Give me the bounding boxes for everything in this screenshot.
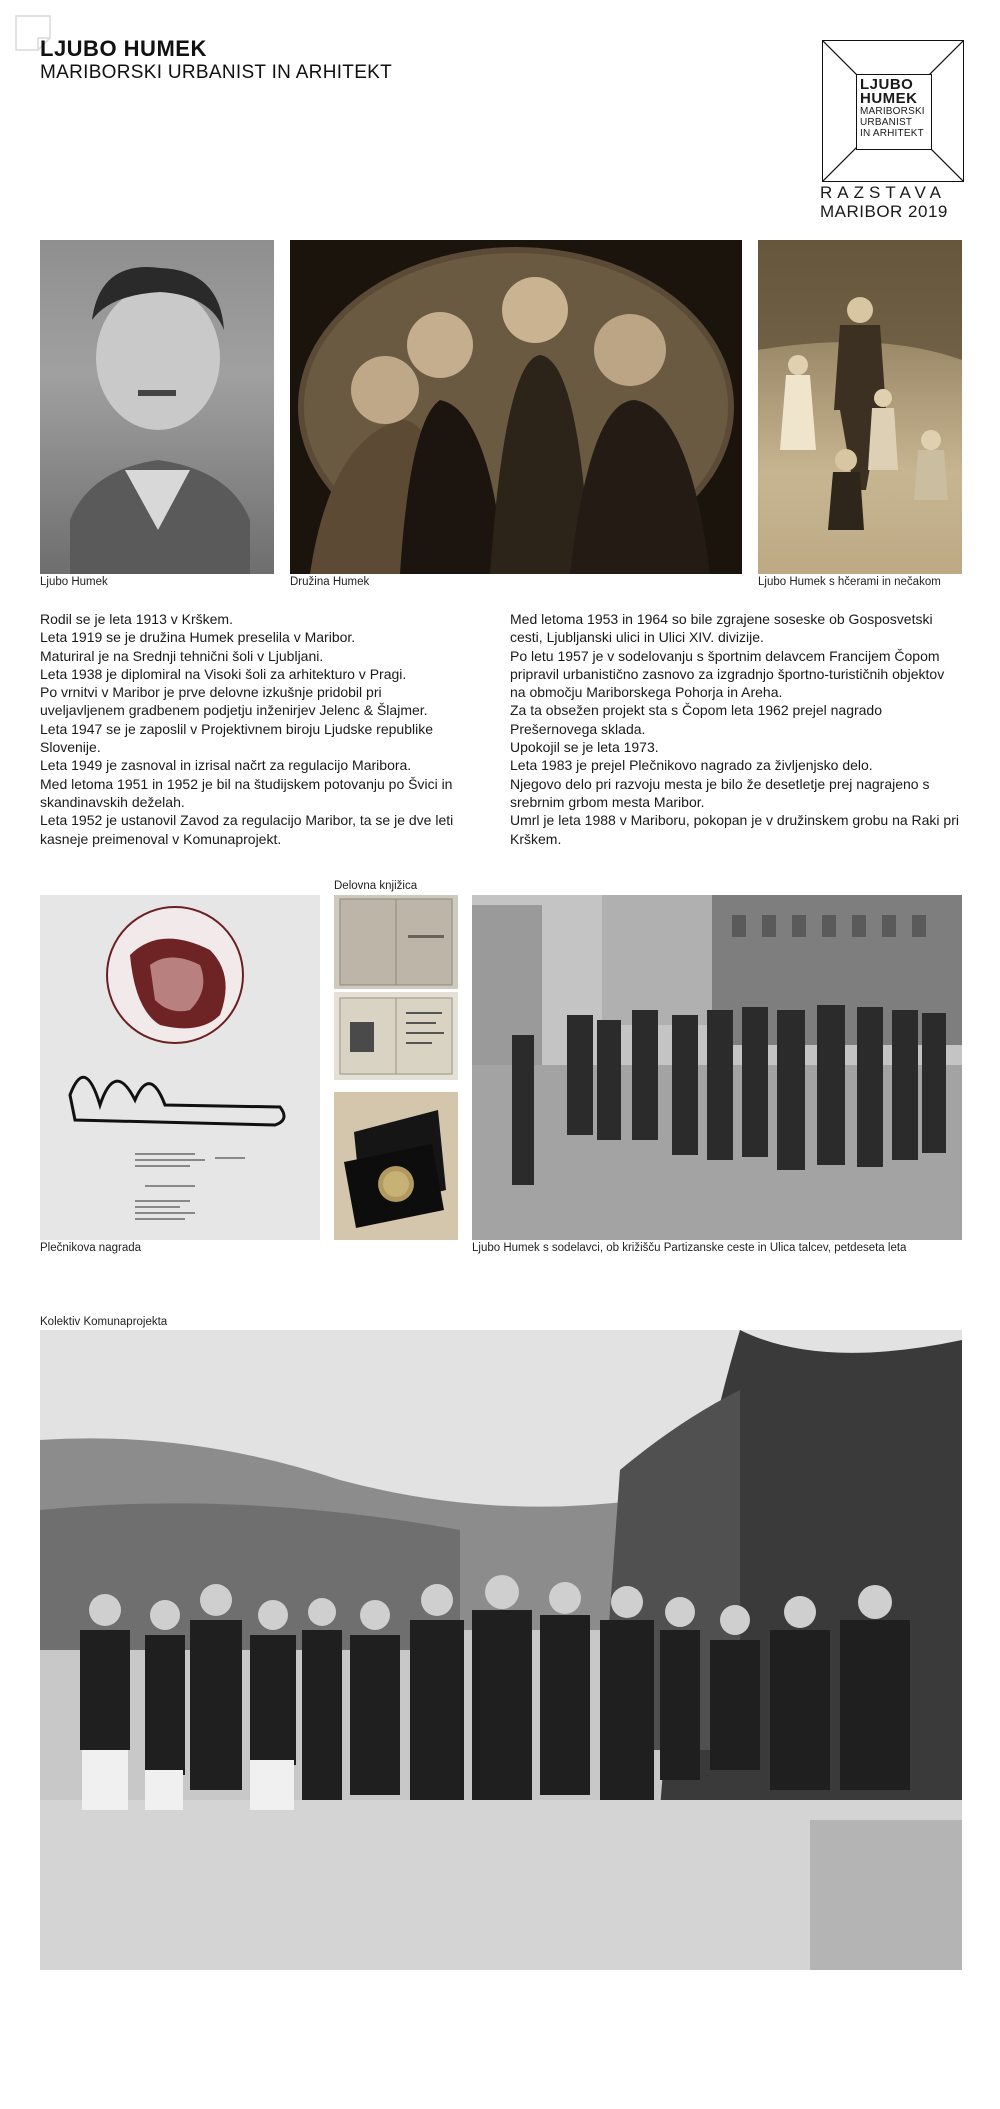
caption-award: Plečnikova nagrada: [40, 1242, 142, 1254]
logo-razstava: RAZSTAVA: [820, 183, 946, 202]
bio-paragraph: Leta 1983 je prejel Plečnikovo nagrado za življenjsko delo.: [510, 757, 873, 774]
logo-place-year: MARIBOR 2019: [820, 202, 948, 221]
bio-paragraph: Rodil se je leta 1913 v Krškem.: [40, 611, 233, 627]
caption-daughters: Ljubo Humek s hčerami in nečakom: [758, 576, 941, 588]
caption-family: Družina Humek: [290, 576, 370, 588]
colleagues-photo: [472, 895, 962, 1240]
logo-line: URBANIST: [860, 117, 913, 128]
family-photo: [290, 240, 742, 574]
work-book-cover: [334, 895, 458, 989]
bio-paragraph: Leta 1952 je ustanovil Zavod za regulacijo Maribor, ta se je dve leti kasneje preimenoval v Komunaprojekt.: [40, 812, 454, 847]
logo-line: MARIBORSKI: [860, 106, 925, 117]
exhibition-logo: [822, 40, 964, 182]
bio-paragraph: Leta 1949 je zasnoval in izrisal načrt za regulacijo Maribora.: [40, 757, 412, 774]
award-document: [40, 895, 320, 1240]
page-subtitle: MARIBORSKI URBANIST IN ARHITEKT: [40, 62, 393, 83]
bio-paragraph: Med letoma 1951 in 1952 je bil na študijskem potovanju po Švici in skandinavskih deželah.: [40, 775, 453, 810]
bio-paragraph: Leta 1947 se je zaposlil v Projektivnem biroju Ljudske republike Slovenije.: [40, 720, 433, 756]
daughters-photo: [758, 240, 962, 574]
logo-line: IN ARHITEKT: [860, 128, 924, 139]
medal-box-photo: [334, 1092, 458, 1240]
logo-line: LJUBO: [860, 76, 914, 93]
work-book-page: [334, 992, 458, 1080]
caption-work-book: Delovna knjižica: [334, 880, 418, 892]
bio-right-column: [510, 610, 962, 848]
collective-photo: [40, 1330, 962, 1970]
bio-paragraph: Med letoma 1953 in 1964 so bile zgrajene soseske ob Gosposvetski cesti, Ljubljanski ulici in Ulici XIV. divizije.: [510, 611, 933, 646]
logo-text-box: [856, 74, 932, 150]
caption-colleagues: Ljubo Humek s sodelavci, ob križišču Partizanske ceste in Ulica talcev, petdeseta leta: [472, 1242, 907, 1254]
bio-paragraph: Umrl je leta 1988 v Mariboru, pokopan je v družinskem grobu na Raki pri Krškem.: [510, 812, 959, 847]
page-title: LJUBO HUMEK: [40, 36, 207, 61]
caption-collective: Kolektiv Komunaprojekta: [40, 1316, 168, 1328]
portrait-photo: [40, 240, 274, 574]
bio-paragraph: Po vrnitvi v Maribor je prve delovne izkušnje pridobil pri uveljavljenem gradbenem podjetju inženirjev Jelenc & Šlajmer.: [40, 684, 428, 719]
bio-paragraph: Leta 1919 se je družina Humek preselila v Maribor.: [40, 629, 356, 646]
bio-paragraph: Po letu 1957 je v sodelovanju s športnim delavcem Francijem Čopom pripravil urbanistično zasnovo za izgradnjo športno-turističnih objektov na območju Mariborskega Pohorja in Areha.: [510, 647, 945, 701]
bio-paragraph: Leta 1938 je diplomiral na Visoki šoli za arhitekturo v Pragi.: [40, 665, 407, 682]
bio-paragraph: Njegovo delo pri razvoju mesta je bilo že desetletje prej nagrajeno s srebrnim grbom mesta Maribor.: [510, 775, 930, 810]
bio-paragraph: Za ta obsežen projekt sta s Čopom leta 1962 prejel nagrado Prešernovega sklada.: [510, 702, 883, 737]
bio-paragraph: Maturiral je na Srednji tehnični šoli v Ljubljani.: [40, 647, 324, 664]
logo-line: HUMEK: [860, 90, 918, 107]
bio-left-column: [40, 610, 468, 848]
bio-paragraph: Upokojil se je leta 1973.: [510, 739, 659, 756]
caption-portrait: Ljubo Humek: [40, 576, 108, 588]
